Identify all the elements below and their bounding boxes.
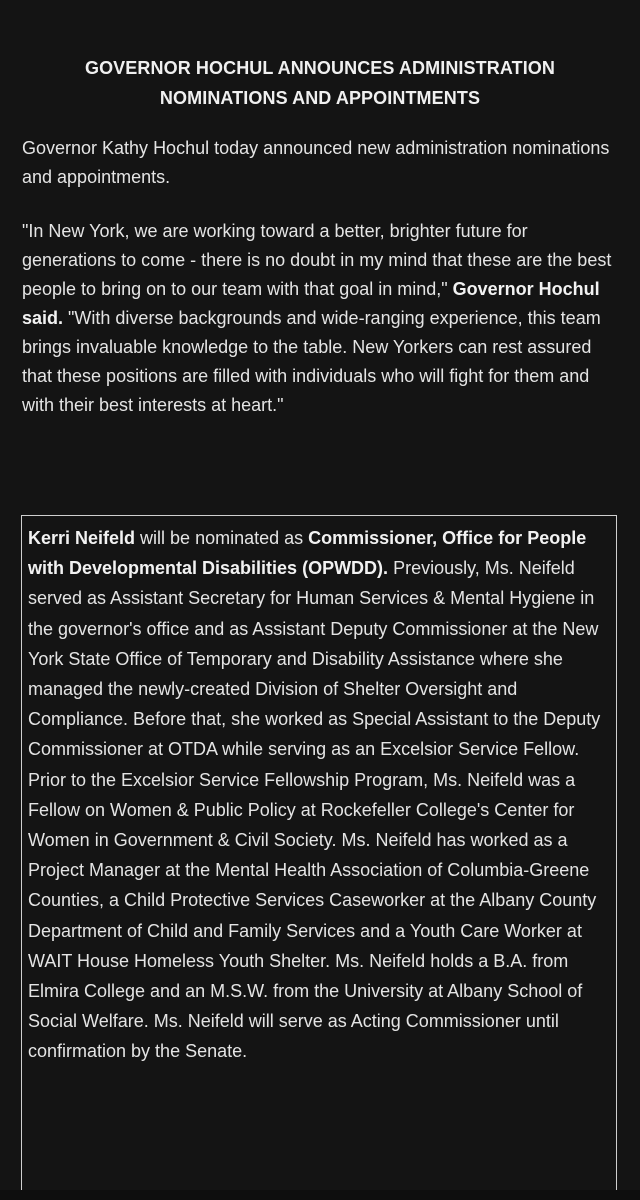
nominee-name: Kerri Neifeld [28,528,136,548]
nominee-bio-box [21,515,617,1200]
nominee-bio-paragraph [28,523,608,1067]
intro-paragraph: Governor Kathy Hochul today announced new administration nominations and appointments. [22,138,610,187]
page-title [22,0,618,113]
quote-paragraph [22,217,618,420]
quote-speaker: Governor Hochul said. [22,279,600,328]
quote-text-2: "With diverse backgrounds and wide-ranging experience, this team brings invaluable knowledge to the table. New Yorkers can rest assured that these positions are filled with individuals who will fight for them and with their best interests at heart." [22,308,601,415]
nominee-position: Commissioner, Office for People with Developmental Disabilities (OPWDD). [28,528,587,579]
title-line-2: NOMINATIONS AND APPOINTMENTS [159,88,481,108]
title-line-1: GOVERNOR HOCHUL ANNOUNCES ADMINISTRATION [84,58,555,78]
bottom-edge [0,1190,640,1200]
quote-text-1: "In New York, we are working toward a better, brighter future for generations to come - there is no doubt in my mind that these are the best people to bring on to our team with that goal in mind," [22,221,612,299]
bio-text-1: will be nominated as [135,528,309,548]
bio-text-2: Previously, Ms. Neifeld served as Assistant Secretary for Human Services & Mental Hygiene in the governor's office and as Assistant Deputy Commissioner at the New York State Office of Temporary and Disability Assistance where she managed the newly-created Division of Shelter Oversight and Compliance. Before that, she worked as Special Assistant to the Deputy Commissioner at OTDA while serving as an Excelsior Service Fellow. Prior to the Excelsior Service Fellowship Program, Ms. Neifeld was a Fellow on Women & Public Policy at Rockefeller College's Center for Women in Government & Civil Society. Ms. Neifeld has worked as a Project Manager at the Mental Health Association of Columbia-Greene Counties, a Child Protective Services Caseworker at the Albany County Department of Child and Family Services and a Youth Care Worker at WAIT House Homeless Youth Shelter. Ms. Neifeld holds a B.A. from Elmira College and an M.S.W. from the University at Albany School of Social Welfare. Ms. Neifeld will serve as Acting Commissioner until confirmation by the Senate. [28,558,601,1062]
